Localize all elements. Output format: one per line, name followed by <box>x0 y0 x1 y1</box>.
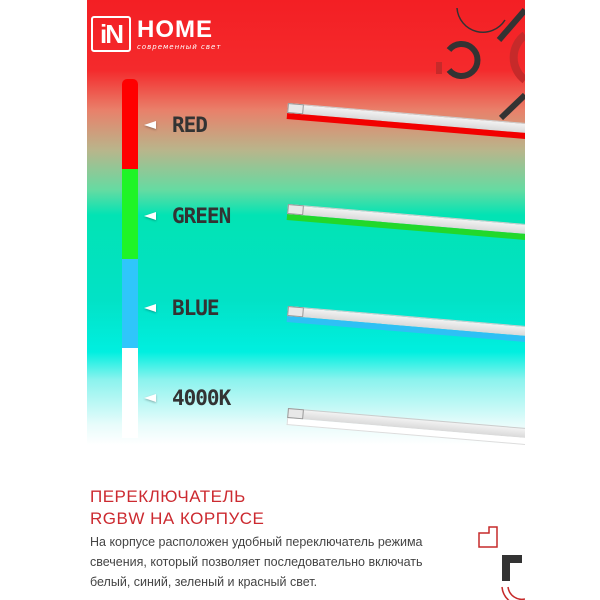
corner-shapes-icon <box>477 525 525 600</box>
bar-segment-white <box>122 348 138 438</box>
mode-label: BLUE <box>172 296 219 320</box>
mode-blue <box>144 296 219 320</box>
feature-title <box>90 486 264 530</box>
mode-green <box>144 204 230 228</box>
pointer-icon <box>144 304 156 312</box>
pointer-icon <box>144 212 156 220</box>
body-line: свечения, который позволяет последовательно включать <box>90 555 423 569</box>
body-line: На корпусе расположен удобный переключатель режима <box>90 535 423 549</box>
title-line: ПЕРЕКЛЮЧАТЕЛЬ <box>90 487 246 506</box>
body-line: белый, синий, зеленый и красный свет. <box>90 575 318 589</box>
pointer-icon <box>144 394 156 402</box>
mode-label: GREEN <box>172 204 231 228</box>
logo-mark: iN <box>91 16 131 52</box>
mode-4000k <box>144 386 230 410</box>
product-card <box>87 0 525 600</box>
mode-label: 4000K <box>172 386 231 410</box>
bar-segment-blue <box>122 259 138 349</box>
mode-red <box>144 113 207 137</box>
bar-segment-red <box>122 79 138 169</box>
pointer-icon <box>144 121 156 129</box>
title-line: RGBW НА КОРПУСЕ <box>90 509 265 528</box>
feature-description <box>90 532 470 592</box>
brand-logo <box>91 16 221 52</box>
logo-tagline: современный свет <box>137 42 222 51</box>
bar-segment-green <box>122 169 138 259</box>
logo-name: HOME <box>137 15 213 43</box>
decorative-shapes-icon <box>427 0 525 130</box>
mode-color-bar <box>122 79 138 438</box>
mode-label: RED <box>172 113 207 137</box>
